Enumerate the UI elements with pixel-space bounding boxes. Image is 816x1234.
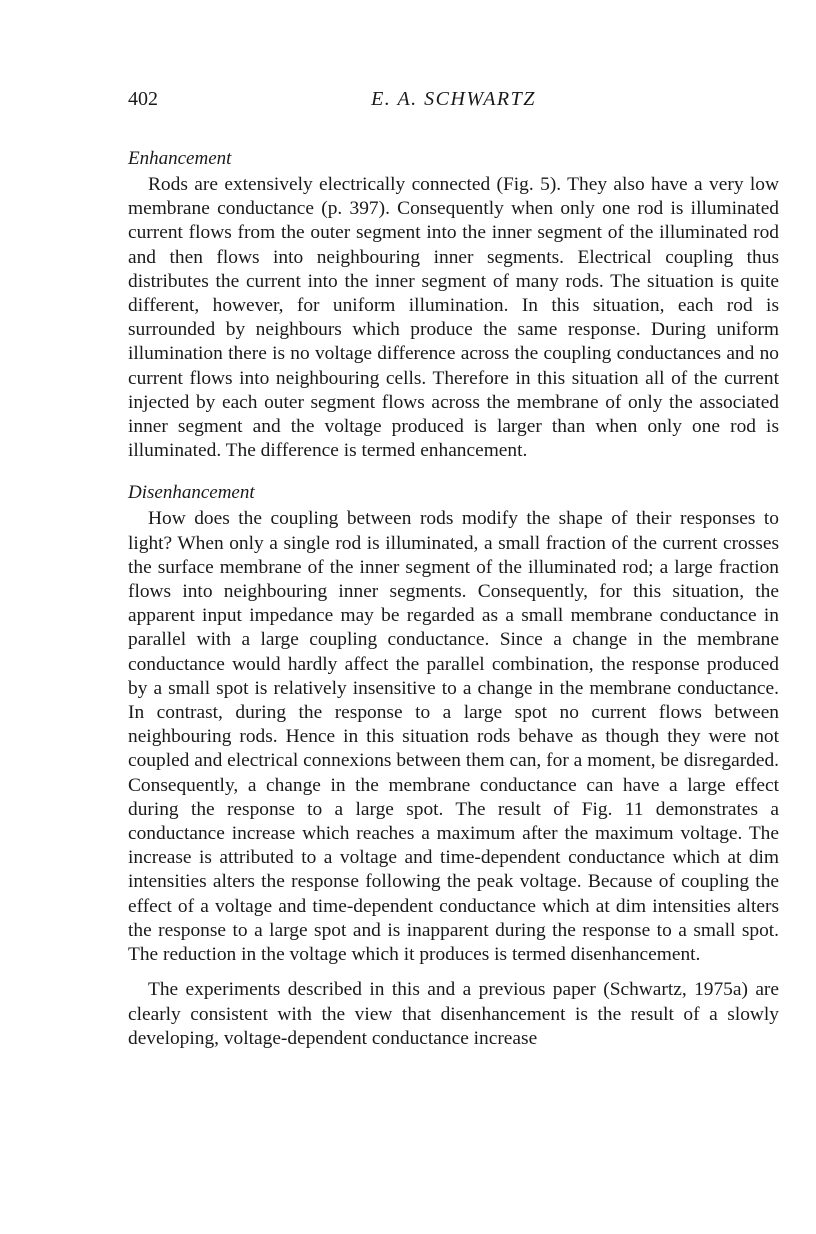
page-header [128, 88, 779, 118]
journal-page [128, 88, 779, 1051]
enhancement-paragraph: Rods are extensively electrically connected (Fig. 5). They also have a very low membrane conductance (p. 397). Consequently when only one rod is illuminated current flows from the outer segment into the inner segment of the illuminated rod and then flows into neighbouring inner segments. Electrical coupling thus distributes the current into the inner segment of many rods. The situation is quite different, however, for uniform illumination. In this situation, each rod is surrounded by neighbours which produce the same response. During uniform illumination there is no voltage difference across the coupling conductances and no current flows into neighbouring cells. Therefore in this situation all of the current injected by each outer segment flows across the membrane of only the associated inner segment and the voltage produced is larger than when only one rod is illuminated. The difference is termed enhancement. [128, 174, 779, 462]
page-number: 402 [128, 88, 158, 110]
disenhancement-paragraph: How does the coupling between rods modify the shape of their responses to light? When only a single rod is illuminated, a small fraction of the current crosses the surface membrane of the inner segment of the illuminated rod; a large fraction flows into neighbouring inner segments. Consequently, for this situation, the apparent input impedance may be regarded as a small membrane conductance in parallel with a large coupling conductance. Since a change in the membrane conductance would hardly affect the parallel combination, the response produced by a small spot is relatively insensitive to a change in the membrane conductance. In contrast, during the response to a large spot no current flows between neighbouring rods. Hence in this situation rods behave as though they were not coupled and electrical connexions between them can, for a moment, be disregarded. Consequently, a change in the membrane conductance can have a large effect during the response to a large spot. The result of Fig. 11 demonstrates a conductance increase which reaches a maximum after the maximum voltage. The increase is attributed to a voltage and time-dependent conductance which at dim intensities alters the response following the peak voltage. Because of coupling the effect of a voltage and time-dependent conductance which at dim intensities alters the response to a large spot and is inapparent during the response to a small spot. The reduction in the voltage which it produces is termed disenhancement. [128, 508, 779, 966]
section-heading-enhancement: Enhancement [128, 148, 232, 169]
experiments-paragraph: The experiments described in this and a previous paper (Schwartz, 1975a) are clearly consistent with the view that disenhancement is the result of a slowly developing, voltage-dependent conductance increase [128, 979, 779, 1049]
section-heading-disenhancement: Disenhancement [128, 482, 255, 504]
running-head: E. A. SCHWARTZ [371, 88, 536, 110]
